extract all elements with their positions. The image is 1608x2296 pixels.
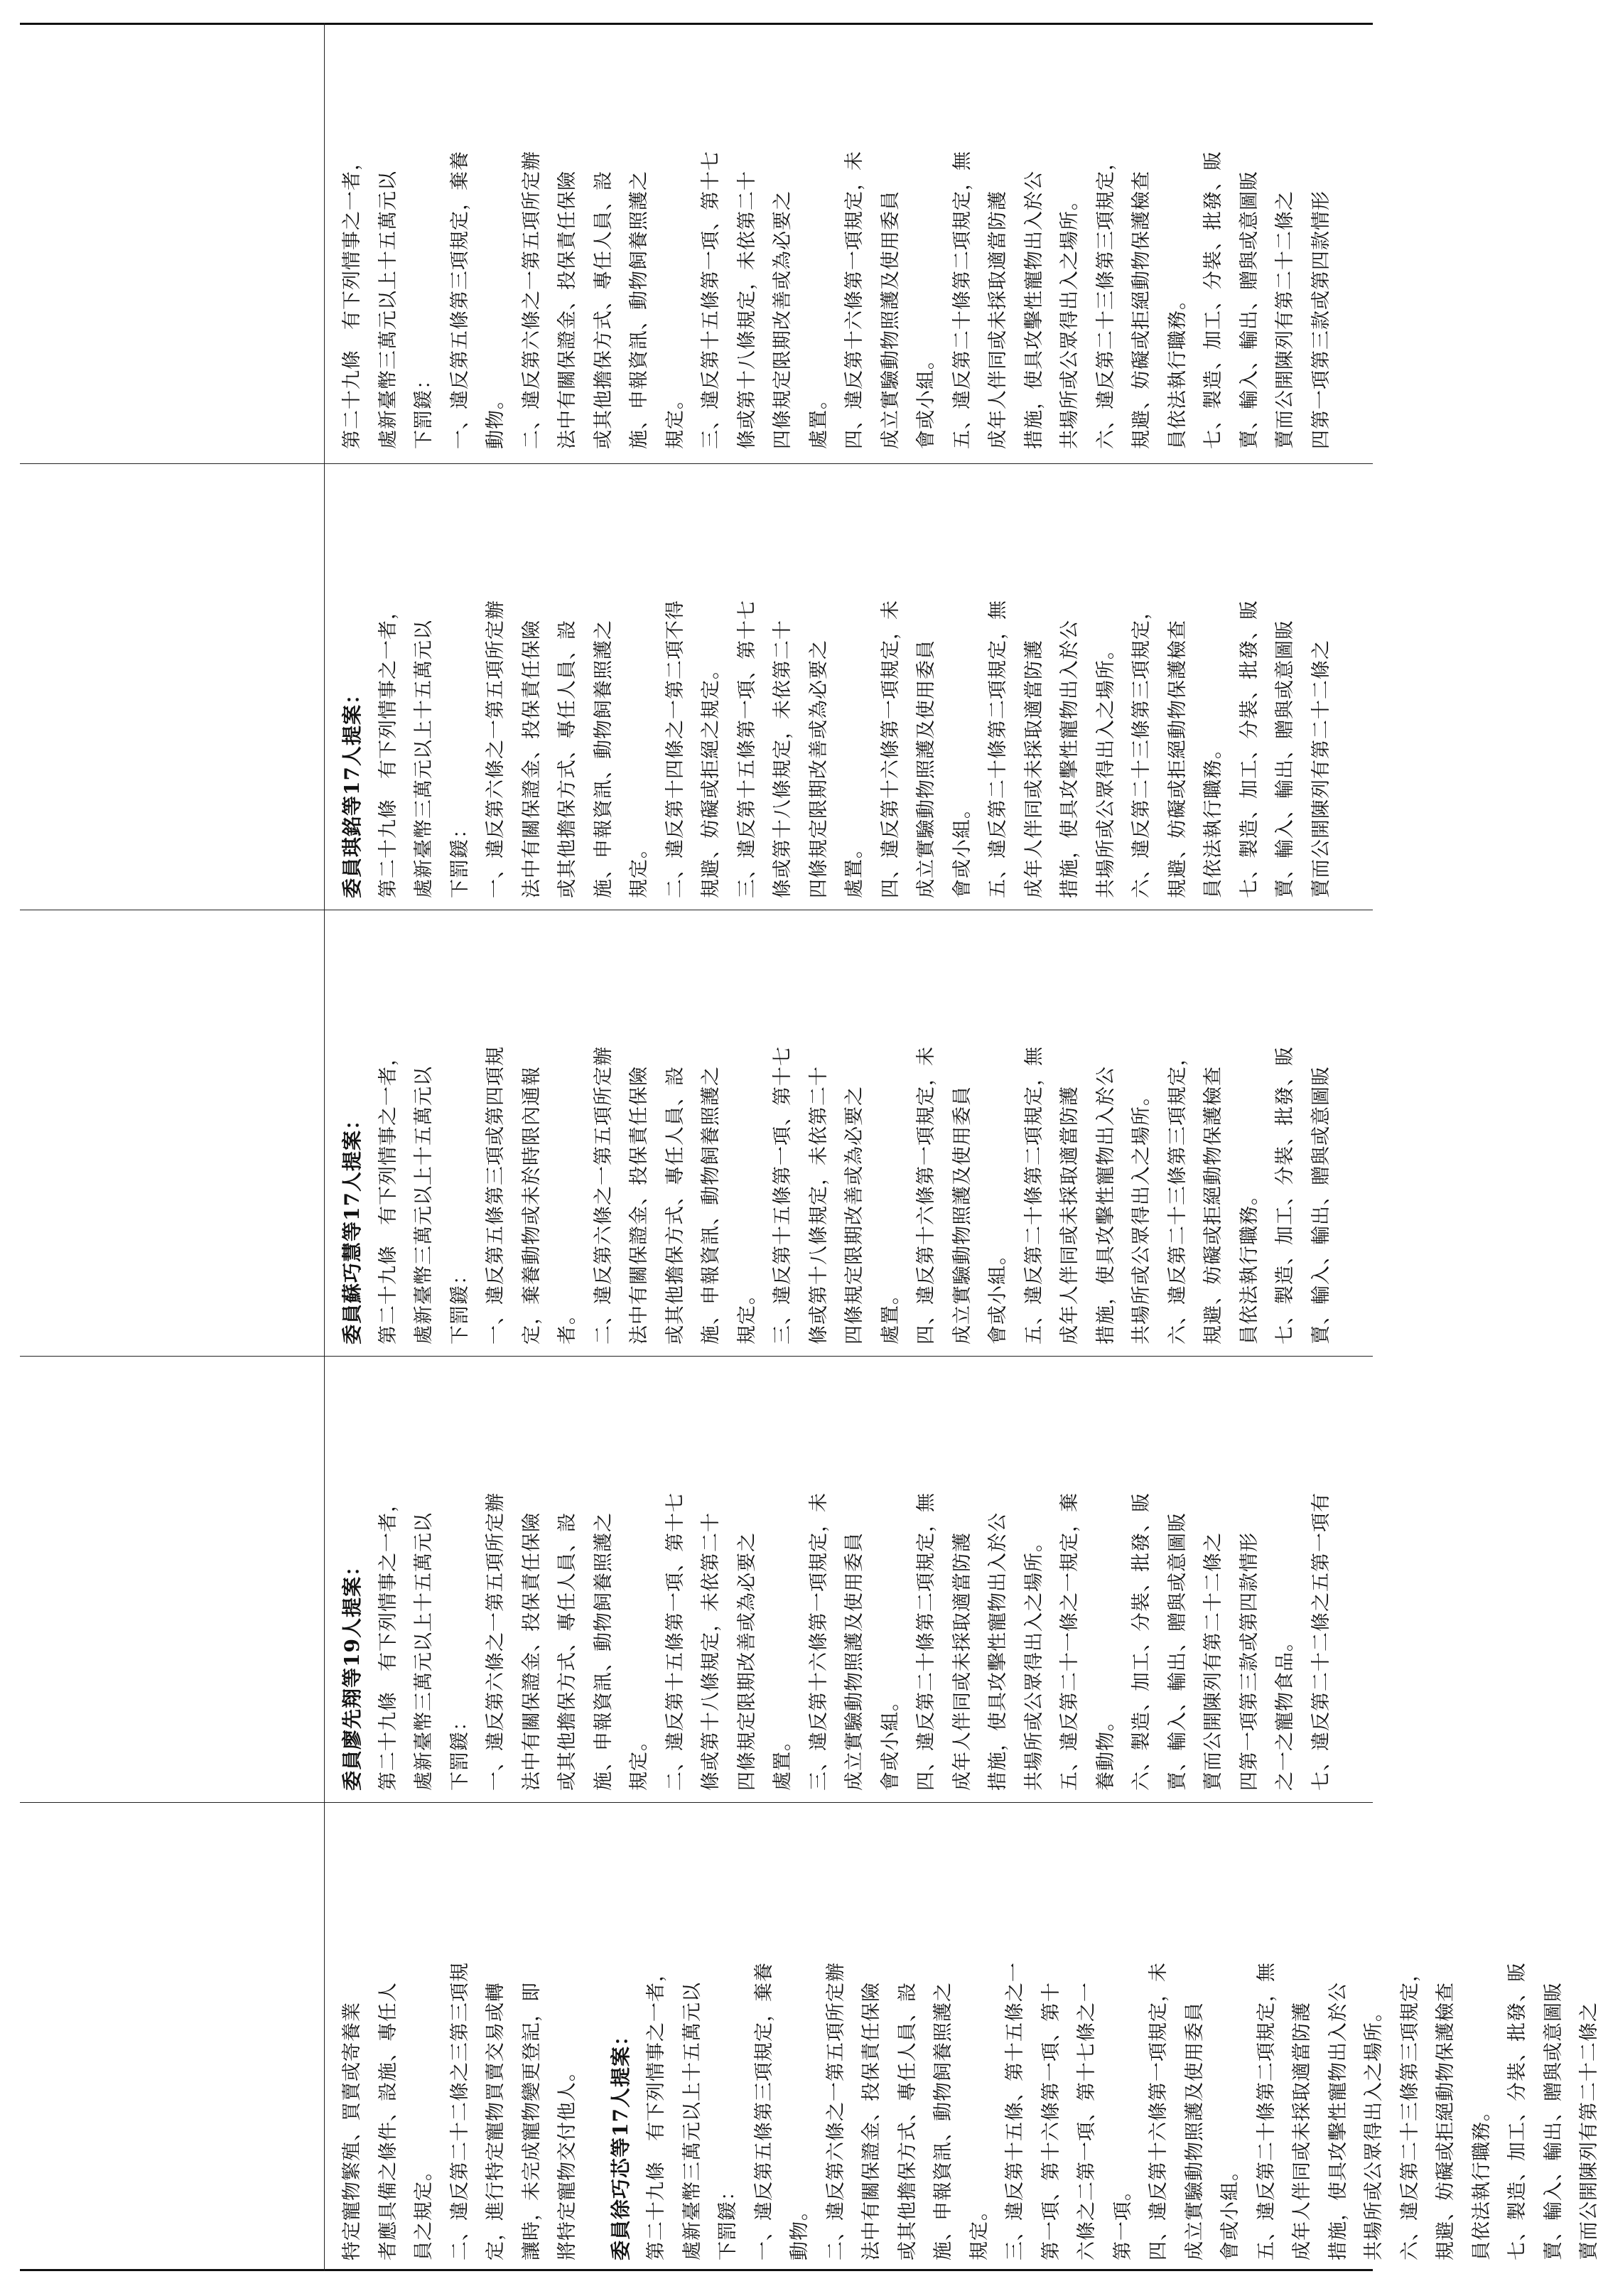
text-line: 二、違反第十五條第一項、第十七 (664, 1492, 686, 1791)
text-line: 法中有關保證金、投保責任保險 (628, 1066, 650, 1344)
text-line: 會或小組。 (1219, 2161, 1241, 2260)
text-line: 規避、妨礙或拒絕動物保護檢查 (1202, 1066, 1224, 1344)
text-line: 四條規定限期改善或為必要之 (807, 640, 830, 898)
row2-empty-cell (20, 463, 324, 910)
text-line: 員依法執行職務。 (1202, 739, 1224, 898)
text-line: 會或小組。 (915, 350, 937, 449)
text-line: 成年人伴同或未採取適當防護 (1022, 640, 1045, 898)
row5-lines (639, 1813, 1608, 2260)
text-line: 規避、妨礙或拒絕動物保護檢查 (1166, 620, 1189, 898)
text-line: 處置。 (843, 839, 865, 898)
text-line: 六條之二第一項、第十七條之一 (1076, 1982, 1098, 2260)
text-line: 員依法執行職務。 (1238, 1185, 1261, 1344)
text-line: 七、違反第二十二條之五第一項有 (1310, 1492, 1332, 1791)
text-line: 賣、輸入、輸出、贈與或意圖販 (1310, 1066, 1332, 1344)
row5-text-cell (324, 1802, 1600, 2271)
text-line: 特定寵物繁殖、買賣或寄養業 (341, 2002, 363, 2260)
text-line: 成立實驗動物照護及使用委員 (1183, 2002, 1206, 2260)
text-line: 者應具備之條件、設施、專任人 (377, 1982, 399, 2260)
text-line: 賣、輸入、輸出、贈與或意圖販 (1274, 620, 1296, 898)
row3-rotated-text (335, 918, 1339, 1344)
text-line: 下罰鍰： (717, 2181, 739, 2260)
row2-rotated-text (335, 472, 1339, 898)
text-line: 處新臺幣三萬元以上十五萬元以 (413, 1512, 435, 1791)
text-line: 法中有關保證金、投保責任保險 (860, 1982, 883, 2260)
row2-lines (371, 472, 1340, 898)
text-line: 賣而公開陳列有第二十二條之 (1310, 640, 1332, 898)
row3-text-cell (324, 910, 1373, 1356)
text-line: 賣、輸入、輸出、贈與或意圖販 (1238, 171, 1261, 449)
text-line: 下罰鍰： (448, 1265, 471, 1344)
text-line: 處新臺幣三萬元以上十五萬元以 (413, 620, 435, 898)
text-line: 成立實驗動物照護及使用委員 (915, 640, 937, 898)
text-line: 成年人伴同或未採取適當防護 (951, 1532, 973, 1791)
row1-empty-cell (20, 23, 324, 463)
text-line: 規定。 (968, 2201, 991, 2260)
row5-rotated-text (335, 1813, 1608, 2260)
text-line: 處新臺幣三萬元以上十五萬元以 (377, 171, 399, 449)
row1-lines (335, 30, 1339, 449)
text-line: 一、違反第五條第三項規定，棄養 (448, 151, 471, 449)
text-line: 四第一項第三款或第四款情形 (1238, 1532, 1261, 1791)
proposal-heading: 委員蘇巧慧等17人提案： (340, 1109, 364, 1344)
text-line: 六、違反第二十三條第三項規定， (1166, 1046, 1189, 1344)
text-line: 四、違反第十六條第一項規定，未 (879, 600, 902, 898)
text-line: 四條規定限期改善或為必要之 (772, 190, 794, 449)
row1-text-cell (324, 23, 1373, 463)
text-line: 成年人伴同或未採取適當防護 (1059, 1086, 1081, 1344)
text-line: 會或小組。 (951, 799, 973, 898)
text-line: 成年人伴同或未採取適當防護 (1291, 2002, 1313, 2260)
text-line: 三、違反第十五條第一項、第十七 (772, 1046, 794, 1344)
text-line: 下罰鍰： (448, 819, 471, 898)
row4-lines (371, 1364, 1340, 1791)
text-line: 六、製造、加工、分裝、批發、販 (1131, 1492, 1153, 1791)
row4-empty-cell (20, 1356, 324, 1802)
text-line: 條或第十八條規定，未依第二十 (735, 171, 758, 449)
text-line: 二、違反第六條之一第五項所定辦 (592, 1046, 615, 1344)
text-line: 六、違反第二十三條第三項規定， (1131, 600, 1153, 898)
text-line: 四第一項第三款或第四款情形 (1310, 190, 1332, 449)
text-line: 第二十九條 有下列情事之一者， (377, 1046, 399, 1344)
text-line: 規定。 (735, 1285, 758, 1344)
text-line: 下罰鍰： (413, 370, 435, 449)
text-line: 定，進行特定寵物買賣交易或轉 (485, 1982, 507, 2260)
text-line: 共場所或公眾得出入之場所。 (1059, 190, 1081, 449)
text-line: 規避、妨礙或拒絕動物保護檢查 (1131, 171, 1153, 449)
text-line: 措施，使具攻擊性寵物出入於公 (1022, 171, 1045, 449)
text-line: 施、申報資訊、動物飼養照護之 (700, 1066, 722, 1344)
text-line: 處置。 (879, 1285, 902, 1344)
text-line: 法中有關保證金、投保責任保險 (520, 620, 543, 898)
text-line: 規定。 (664, 389, 686, 449)
text-line: 下罰鍰： (448, 1711, 471, 1791)
text-line: 二、違反第六條之一第五項所定辦 (824, 1962, 847, 2260)
row5-block (335, 1813, 1608, 2260)
text-line: 員之規定。 (413, 2161, 435, 2260)
text-line: 處置。 (807, 389, 830, 449)
text-line: 七、製造、加工、分裝、批發、販 (1274, 1046, 1296, 1344)
text-line: 法中有關保證金、投保責任保險 (520, 1512, 543, 1791)
text-line: 共場所或公眾得出入之場所。 (1022, 1532, 1045, 1791)
text-line: 成立實驗動物照護及使用委員 (843, 1532, 865, 1791)
text-line: 一、違反第六條之一第五項所定辦 (485, 600, 507, 898)
row4-rotated-text (335, 1364, 1339, 1791)
text-line: 或其他擔保方式、專任人員、設 (556, 620, 578, 898)
text-line: 動物。 (789, 2201, 811, 2260)
text-line: 賣、輸入、輸出、贈與或意圖販 (1542, 1982, 1565, 2260)
text-line: 四條規定限期改善或為必要之 (843, 1086, 865, 1344)
row5-continuation-lines (335, 1813, 586, 2260)
text-line: 第一項、第十六條第一項、第十 (1040, 1982, 1062, 2260)
text-line: 法中有關保證金、投保責任保險 (556, 171, 578, 449)
text-line: 四、違反第二十條第二項規定，無 (915, 1492, 937, 1791)
text-line: 一、違反第六條之一第五項所定辦 (485, 1492, 507, 1791)
row4-block (335, 1364, 1339, 1791)
row3-empty-cell (20, 910, 324, 1356)
text-line: 條或第十八條規定，未依第二十 (772, 620, 794, 898)
text-line: 七、製造、加工、分裝、批發、販 (1506, 1962, 1528, 2260)
row5-empty-cell (20, 1802, 324, 2271)
text-line: 或其他擔保方式、專任人員、設 (592, 171, 615, 449)
row2-block (335, 472, 1339, 898)
text-line: 養動物。 (1094, 1711, 1117, 1791)
text-line: 二、違反第二十二條之三第三項規 (448, 1962, 471, 2260)
text-line: 二、違反第六條之一第五項所定辦 (520, 151, 543, 449)
text-line: 規避、妨礙或拒絕之規定。 (700, 659, 722, 898)
text-line: 第二十九條 有下列情事之一者， (377, 1492, 399, 1791)
text-line: 定，棄養動物或未於時限內通報 (520, 1066, 543, 1344)
text-line: 之一之寵物食品。 (1274, 1632, 1296, 1791)
text-line: 將特定寵物交付他人。 (556, 2061, 578, 2260)
text-line: 賣而公開陳列有第二十二條之 (1578, 2002, 1600, 2260)
text-line: 處新臺幣三萬元以上十五萬元以 (413, 1066, 435, 1344)
text-line: 三、違反第十六條第一項規定，未 (807, 1492, 830, 1791)
text-line: 五、違反第二十條第二項規定，無 (1255, 1962, 1278, 2260)
row4-text-cell (324, 1356, 1373, 1802)
text-line: 施、申報資訊、動物飼養照護之 (628, 171, 650, 449)
text-line: 第二十九條 有下列情事之一者， (645, 1962, 667, 2260)
text-line: 成立實驗動物照護及使用委員 (879, 190, 902, 449)
text-line: 或其他擔保方式、專任人員、設 (664, 1066, 686, 1344)
text-line: 成年人伴同或未採取適當防護 (987, 190, 1009, 449)
text-line: 措施，使具攻擊性寵物出入於公 (1094, 1066, 1117, 1344)
text-line: 一、違反第五條第三項或第四項規 (485, 1046, 507, 1344)
text-line: 賣而公開陳列有第二十二條之 (1274, 190, 1296, 449)
text-line: 共場所或公眾得出入之場所。 (1131, 1086, 1153, 1344)
text-line: 第二十九條 有下列情事之一者， (377, 600, 399, 898)
text-line: 五、違反第二十條第二項規定，無 (951, 151, 973, 449)
text-line: 規定。 (628, 1731, 650, 1791)
text-line: 動物。 (485, 389, 507, 449)
text-line: 第二十九條 有下列情事之一者， (341, 151, 363, 449)
text-line: 三、違反第十五條、第十五條之一 (1004, 1962, 1026, 2260)
text-line: 處新臺幣三萬元以上十五萬元以 (681, 1982, 703, 2260)
text-line: 共場所或公眾得出入之場所。 (1094, 640, 1117, 898)
text-line: 處置。 (772, 1731, 794, 1791)
text-line: 條或第十八條規定，未依第二十 (700, 1512, 722, 1791)
text-line: 者。 (556, 1305, 578, 1344)
text-line: 讓時，未完成寵物變更登記，即 (520, 1982, 543, 2260)
text-line: 措施，使具攻擊性寵物出入於公 (1059, 620, 1081, 898)
text-line: 二、違反第十四條之一第二項不得 (664, 600, 686, 898)
text-line: 或其他擔保方式、專任人員、設 (556, 1512, 578, 1791)
proposal-heading: 委員廖先翔等19人提案： (340, 1556, 364, 1791)
text-line: 施、申報資訊、動物飼養照護之 (592, 620, 615, 898)
text-line: 四、違反第十六條第一項規定，未 (1148, 1962, 1170, 2260)
text-line: 措施，使具攻擊性寵物出入於公 (1327, 1982, 1349, 2260)
proposal-heading: 委員琪銘等17人提案： (340, 684, 364, 898)
text-line: 施、申報資訊、動物飼養照護之 (592, 1512, 615, 1791)
text-line: 賣、輸入、輸出、贈與或意圖販 (1166, 1512, 1189, 1791)
text-line: 第一項。 (1111, 2181, 1134, 2260)
text-line: 會或小組。 (987, 1245, 1009, 1344)
text-line: 四、違反第十六條第一項規定，未 (915, 1046, 937, 1344)
text-line: 五、違反第二十條第二項規定，無 (1022, 1046, 1045, 1344)
text-line: 三、違反第十五條第一項、第十七 (735, 600, 758, 898)
text-line: 四條規定限期改善或為必要之 (735, 1532, 758, 1791)
text-line: 七、製造、加工、分裝、批發、販 (1238, 600, 1261, 898)
row3-lines (371, 918, 1340, 1344)
text-line: 六、違反第二十三條第三項規定， (1398, 1962, 1421, 2260)
text-line: 會或小組。 (879, 1691, 902, 1791)
text-line: 四、違反第十六條第一項規定，未 (843, 151, 865, 449)
text-line: 賣而公開陳列有第二十二條之 (1202, 1532, 1224, 1791)
row3-block (335, 918, 1339, 1344)
text-line: 員依法執行職務。 (1470, 2101, 1493, 2260)
text-line: 共場所或公眾得出入之場所。 (1363, 2002, 1385, 2260)
text-line: 措施，使具攻擊性寵物出入於公 (987, 1512, 1009, 1791)
text-line: 三、違反第十五條第一項、第十七 (700, 151, 722, 449)
text-line: 成立實驗動物照護及使用委員 (951, 1086, 973, 1344)
text-line: 規避、妨礙或拒絕動物保護檢查 (1435, 1982, 1457, 2260)
text-line: 五、違反第二十條第二項規定，無 (987, 600, 1009, 898)
text-line: 一、違反第五條第三項規定，棄養 (752, 1962, 775, 2260)
text-line: 五、違反第二十一條之一規定，棄 (1059, 1492, 1081, 1791)
text-line: 七、製造、加工、分裝、批發、販 (1202, 151, 1224, 449)
proposal-heading: 委員徐巧芯等17人提案： (608, 2025, 632, 2260)
text-line: 施、申報資訊、動物飼養照護之 (932, 1982, 954, 2260)
text-line: 員依法執行職務。 (1166, 290, 1189, 449)
text-line: 或其他擔保方式、專任人員、設 (896, 1982, 919, 2260)
row1-rotated-text (335, 30, 1339, 449)
row2-text-cell (324, 463, 1373, 910)
text-line: 條或第十八條規定，未依第二十 (807, 1066, 830, 1344)
text-line: 規定。 (628, 839, 650, 898)
text-line: 六、違反第二十三條第三項規定， (1094, 151, 1117, 449)
